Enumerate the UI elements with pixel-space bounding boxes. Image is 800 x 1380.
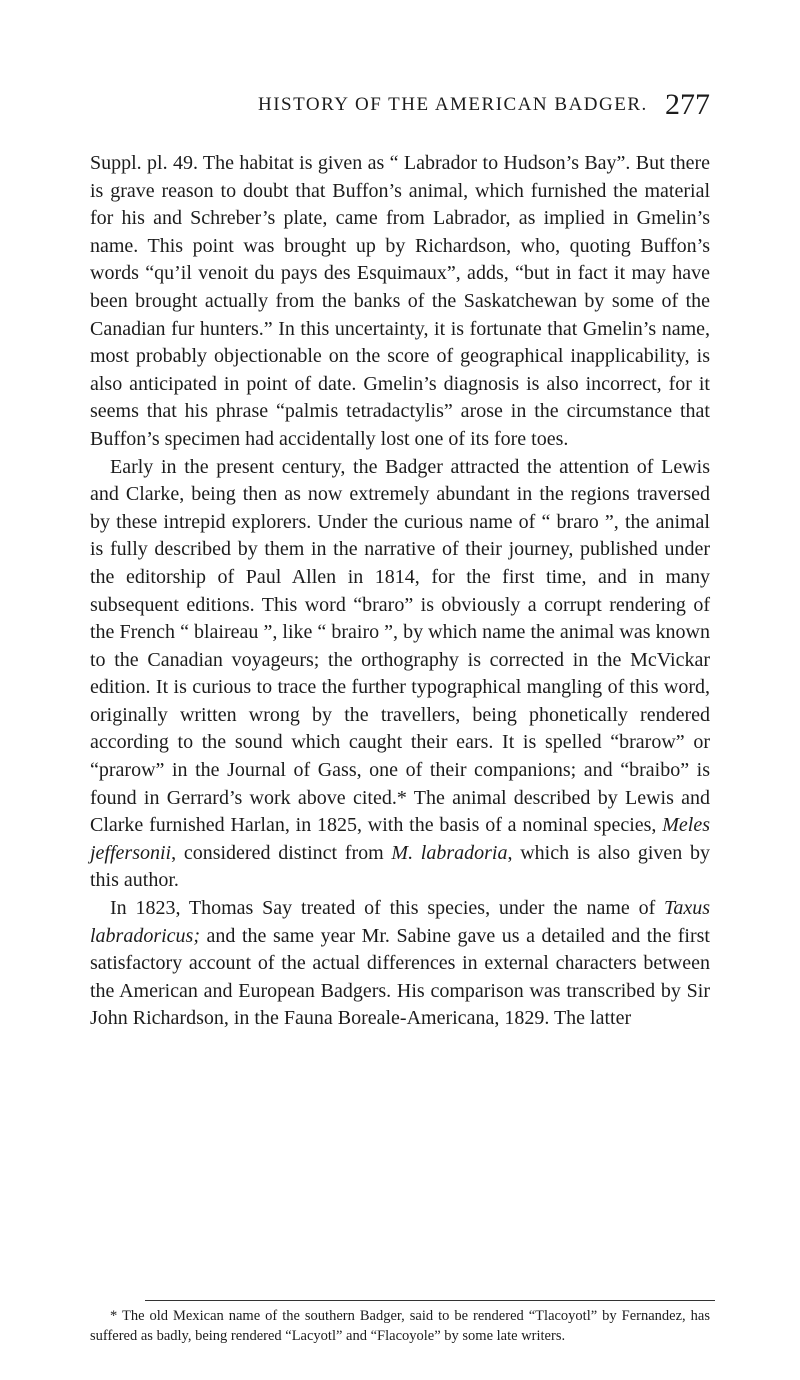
paragraph [90,150,710,454]
paragraph [90,895,710,1033]
paragraph [90,454,710,896]
text-run: , which is also given by this author. [90,841,710,892]
footnote-divider [145,1300,715,1301]
italic-text: Meles jeffersonii [90,814,710,864]
text-run: In 1823, Thomas Say treated of this species, under the name of [110,897,665,920]
page-number: 277 [665,88,710,121]
text-run: Early in the present century, the Badger attracted the attention of Lewis and Clarke, being then as now extremely abundant in the regions traversed by these intrepid explorers. Under the curious name of “ braro ”, the animal is fully described by them in the narrative of their journey, published under the editorship of Paul Allen in 1814, for the first time, and in many subsequent editions. This word “braro” is obviously a corrupt rendering of the French “ blaireau ”, like “ brairo ”, by which name the animal was known to the Canadian voyageurs; the orthography is corrected in the McVickar edition. It is curious to trace the further typographical mangling of this word, originally written wrong by the travellers, being phonetically rendered according to the sound which caught their ears. It is spelled “brarow” or “prarow” in the Journal of Gass, one of their companions; and “braibo” is found in Gerrard’s work above cited.* The animal described by Lewis and Clarke furnished Harlan, in 1825, with the basis of a nominal species, [90,455,710,837]
running-head [90,90,710,130]
italic-text: M. labradoria [391,841,508,864]
italic-text: Taxus labradoricus; [90,897,710,947]
body-text [90,150,710,1033]
running-title: HISTORY OF THE AMERICAN BADGER. [258,94,648,115]
footnote: * The old Mexican name of the southern Badger, said to be rendered “Tlacoyotl” by Fernandez, has suffered as badly, being rendered “Lacyotl” and “Flacoyole” by some late writers. [90,1308,710,1344]
text-run: , considered distinct from [171,841,392,864]
text-run: and the same year Mr. Sabine gave us a detailed and the first satisfactory account of the actual differences in external characters between the American and European Badgers. His comparison was transcribed by Sir John Richardson, in the Fauna Boreale-Americana, 1829. The latter [90,924,710,1030]
text-run: Suppl. pl. 49. The habitat is given as “ Labrador to Hudson’s Bay”. But there is grave reason to doubt that Buffon’s animal, which furnished the material for his and Schreber’s plate, came from Labrador, as implied in Gmelin’s name. This point was brought up by Richardson, who, quoting Buffon’s words “qu’il venoit du pays des Esquimaux”, adds, “but in fact it may have been brought actually from the banks of the Saskatchewan by some of the Canadian fur hunters.” In this uncertainty, it is fortunate that Gmelin’s name, most probably objectionable on the score of geographical inapplicability, is also anticipated in point of date. Gmelin’s diagnosis is also incorrect, for it seems that his phrase “palmis tetradactylis” arose in the circumstance that Buffon’s specimen had accidentally lost one of its fore toes. [90,152,710,450]
